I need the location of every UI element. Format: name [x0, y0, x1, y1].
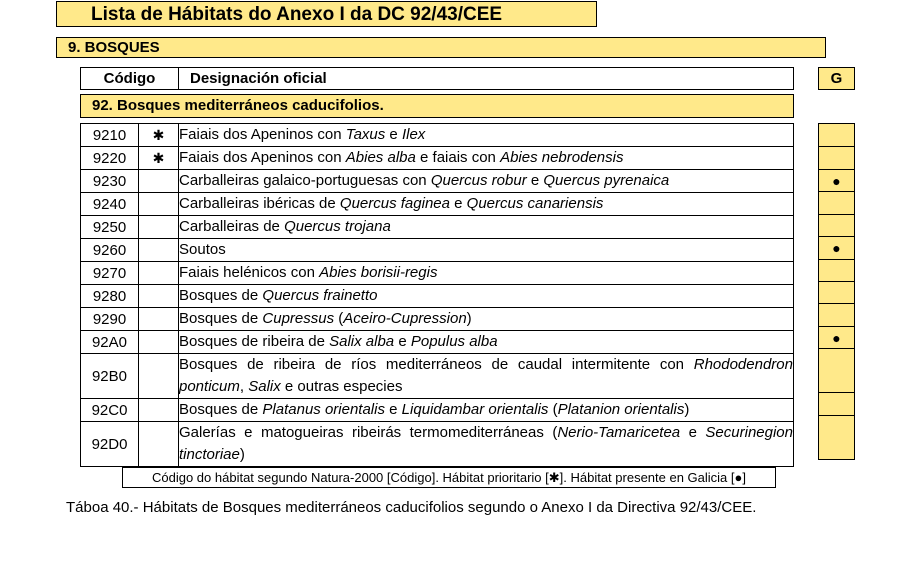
galicia-dot-icon: [819, 215, 855, 237]
galicia-dot-icon: [819, 147, 855, 170]
habitat-designation: [179, 308, 794, 331]
habitat-code: 92D0: [81, 422, 139, 467]
priority-star-icon: [139, 262, 179, 285]
priority-star-icon: [139, 170, 179, 193]
habitat-designation: [179, 399, 794, 422]
designation-text: Bosques de: [179, 310, 263, 327]
species-name: Taxus: [345, 126, 386, 143]
habitat-designation: [179, 262, 794, 285]
table-row: [81, 193, 794, 216]
habitat-designation: [179, 170, 794, 193]
galicia-column: [818, 123, 855, 460]
galicia-dot-icon: [819, 393, 855, 416]
habitat-designation: [179, 285, 794, 308]
designation-text: e: [526, 172, 544, 189]
species-name: Abies alba: [345, 149, 416, 166]
header-designation: Designación oficial: [190, 70, 327, 87]
table-row: [81, 239, 794, 262]
habitat-code: 9220: [81, 147, 139, 170]
species-name: Quercus faginea: [339, 195, 450, 212]
habitat-code: 9250: [81, 216, 139, 239]
habitat-designation: [179, 193, 794, 216]
designation-text: ): [239, 446, 245, 463]
designation-text: ,: [239, 378, 249, 395]
species-name: Rhododendron ponticum: [179, 356, 793, 395]
table-row: [81, 331, 794, 354]
galicia-dot-icon: ●: [819, 237, 855, 260]
species-name: Liquidambar orientalis: [401, 401, 549, 418]
document-title: Lista de Hábitats do Anexo I da DC 92/43/CEE: [56, 1, 597, 27]
galicia-dot-icon: [819, 304, 855, 327]
species-name: Salix alba: [329, 333, 395, 350]
galicia-dot-icon: ●: [819, 170, 855, 192]
habitat-code: 9210: [81, 124, 139, 147]
designation-text: e: [680, 424, 706, 441]
species-name: Quercus frainetto: [262, 287, 378, 304]
designation-text: Carballeiras de: [179, 218, 285, 235]
galicia-dot-icon: [819, 416, 855, 460]
designation-text: Bosques de: [179, 401, 263, 418]
priority-star-icon: [139, 399, 179, 422]
priority-star-icon: ✱: [139, 147, 179, 170]
habitat-table: [80, 123, 794, 467]
species-name: Quercus pyrenaica: [543, 172, 670, 189]
galicia-dot-icon: [819, 349, 855, 393]
table-row: [81, 399, 794, 422]
habitat-designation: [179, 331, 794, 354]
designation-text: (: [334, 310, 344, 327]
habitat-code: 9290: [81, 308, 139, 331]
habitat-code: 9260: [81, 239, 139, 262]
priority-star-icon: [139, 308, 179, 331]
table-caption: Táboa 40.- Hábitats de Bosques mediterráneos caducifolios segundo o Anexo I da Directiva 92/43/CEE.: [66, 499, 757, 516]
habitat-code: 9280: [81, 285, 139, 308]
table-row: [81, 216, 794, 239]
galicia-dot-icon: ●: [819, 327, 855, 349]
priority-star-icon: [139, 331, 179, 354]
species-name: Ilex: [401, 126, 426, 143]
header-code: Código: [81, 68, 179, 89]
species-name: Populus alba: [410, 333, 498, 350]
priority-star-icon: [139, 354, 179, 399]
habitat-designation: [179, 422, 794, 467]
habitat-code: 92C0: [81, 399, 139, 422]
species-name: Abies borisii-regis: [319, 264, 438, 281]
habitat-code: 9240: [81, 193, 139, 216]
species-name: Platanion orientalis: [557, 401, 685, 418]
galicia-dot-icon: [819, 282, 855, 304]
priority-star-icon: [139, 193, 179, 216]
galicia-dot-icon: [819, 124, 855, 147]
table-header: [80, 67, 794, 90]
species-name: Abies nebrodensis: [500, 149, 624, 166]
habitat-code: 9270: [81, 262, 139, 285]
designation-text: Carballeiras ibéricas de: [179, 195, 340, 212]
designation-text: Bosques de: [179, 287, 263, 304]
designation-text: e: [385, 126, 402, 143]
habitat-code: 9230: [81, 170, 139, 193]
table-row: [81, 262, 794, 285]
species-name: Cupressus: [262, 310, 335, 327]
designation-text: Carballeiras galaico-portuguesas con: [179, 172, 431, 189]
table-row: [81, 147, 794, 170]
priority-star-icon: ✱: [139, 124, 179, 147]
designation-text: ): [684, 401, 690, 418]
header-galicia: G: [818, 67, 855, 90]
species-name: Securinegion tinctoriae: [179, 424, 793, 463]
table-row: [81, 308, 794, 331]
designation-text: Bosques de ribeira de ríos mediterráneos de caudal intermitente con: [179, 356, 694, 373]
designation-text: e: [394, 333, 411, 350]
section-heading: 9. BOSQUES: [56, 37, 826, 58]
species-name: Platanus orientalis: [262, 401, 385, 418]
habitat-code: 92A0: [81, 331, 139, 354]
designation-text: ): [466, 310, 472, 327]
species-name: Quercus canariensis: [466, 195, 604, 212]
priority-star-icon: [139, 239, 179, 262]
priority-star-icon: [139, 285, 179, 308]
designation-text: Galerías e matogueiras ribeirás termomediterráneas (: [179, 424, 558, 441]
priority-star-icon: [139, 422, 179, 467]
species-name: Nerio-Tamaricetea: [557, 424, 681, 441]
legend: Código do hábitat segundo Natura-2000 [Código]. Hábitat prioritario [✱]. Hábitat presente en Galicia [●]: [122, 467, 776, 488]
designation-text: Faiais dos Apeninos con: [179, 149, 346, 166]
table-row: [81, 285, 794, 308]
designation-text: e faiais con: [415, 149, 501, 166]
table-row: [81, 124, 794, 147]
designation-text: e outras especies: [280, 378, 403, 395]
subsection-heading: 92. Bosques mediterráneos caducifolios.: [80, 94, 794, 118]
table-row: [81, 422, 794, 467]
species-name: Salix: [248, 378, 281, 395]
galicia-dot-icon: [819, 192, 855, 215]
species-name: Quercus trojana: [284, 218, 391, 235]
designation-text: Faiais helénicos con: [179, 264, 320, 281]
galicia-dot-icon: [819, 260, 855, 282]
table-row: [81, 354, 794, 399]
table-row: [81, 170, 794, 193]
priority-star-icon: [139, 216, 179, 239]
designation-text: (: [548, 401, 558, 418]
designation-text: Soutos: [179, 241, 226, 258]
designation-text: Faiais dos Apeninos con: [179, 126, 346, 143]
species-name: Aceiro-Cupression: [343, 310, 467, 327]
designation-text: e: [384, 401, 402, 418]
habitat-designation: [179, 354, 794, 399]
habitat-designation: [179, 239, 794, 262]
species-name: Quercus robur: [430, 172, 527, 189]
designation-text: e: [449, 195, 467, 212]
habitat-designation: [179, 216, 794, 239]
habitat-designation: [179, 124, 794, 147]
habitat-code: 92B0: [81, 354, 139, 399]
designation-text: Bosques de ribeira de: [179, 333, 330, 350]
habitat-designation: [179, 147, 794, 170]
